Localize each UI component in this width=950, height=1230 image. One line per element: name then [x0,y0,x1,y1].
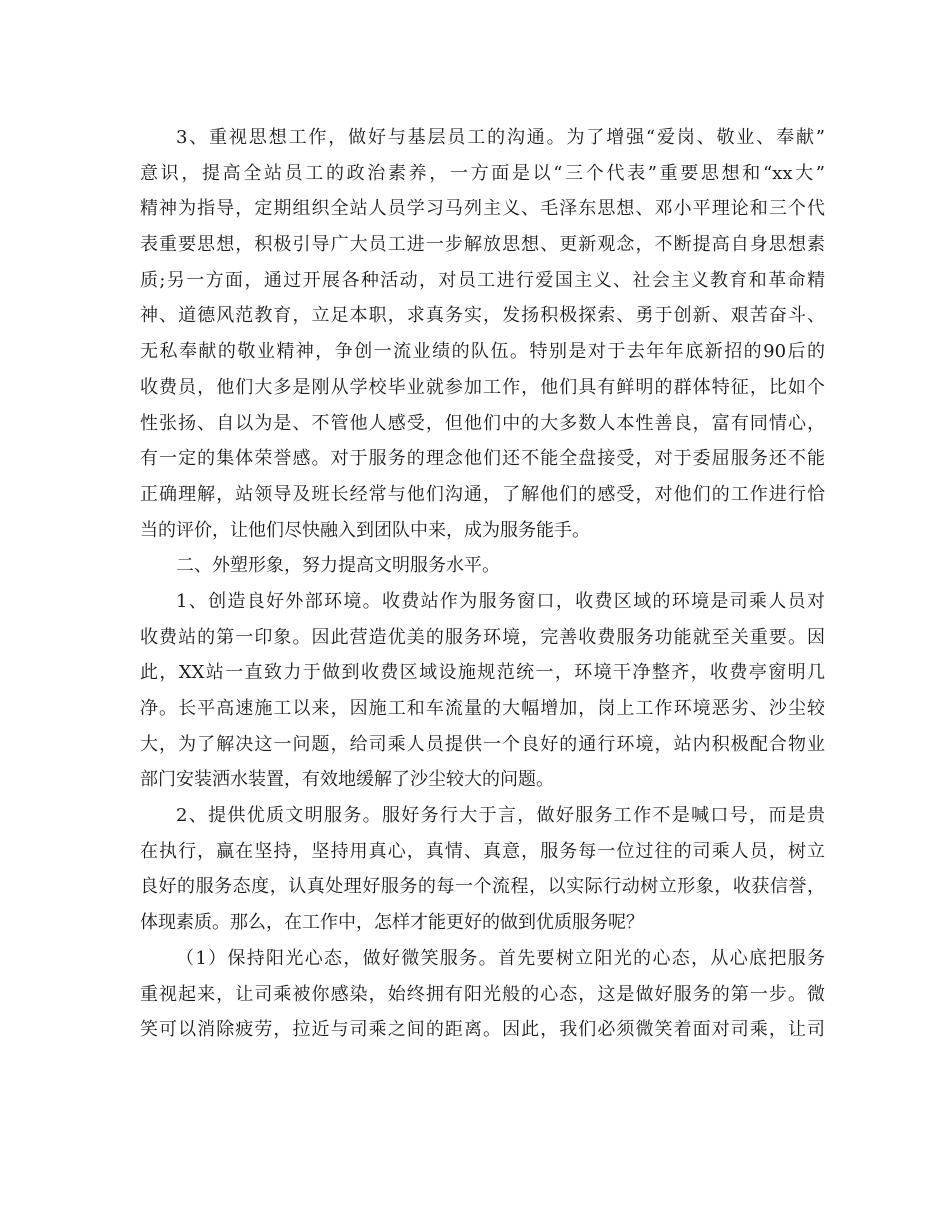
text-line: 大，为了解决这一问题，给司乘人员提供一个良好的通行环境，站内积极配合物业 [140,733,825,755]
text-line: 笑可以消除疲劳，拉近与司乘之间的距离。因此，我们必须微笑着面对司乘，让司 [140,1019,825,1041]
text-line: 良好的服务态度，认真处理好服务的每一个流程，以实际行动树立形象，收获信誉， [140,876,825,898]
text-line: 体现素质。那么，在工作中，怎样才能更好的做到优质服务呢？ [140,912,644,934]
text-line: 重视起来，让司乘被你感染，始终拥有阳光般的心态，这是做好服务的第一步。微 [140,983,825,1005]
text-line: 二、外塑形象，努力提高文明服务水平。 [176,555,500,577]
text-line: （1）保持阳光心态，做好微笑服务。首先要树立阳光的心态，从心底把服务 [176,947,825,969]
text-line: 精神为指导，定期组织全站人员学习马列主义、毛泽东思想、邓小平理论和三个代 [140,198,825,220]
text-line: 质;另一方面，通过开展各种活动，对员工进行爱国主义、社会主义教育和革命精 [140,269,825,291]
text-line: 部门安装洒水装置，有效地缓解了沙尘较大的问题。 [140,769,554,791]
text-line: 此，XX站一直致力于做到收费区域设施规范统一，环境干净整齐，收费亭窗明几 [140,662,825,684]
text-line: 收费站的第一印象。因此营造优美的服务环境，完善收费服务功能就至关重要。因 [140,626,825,648]
text-line: 收费员，他们大多是刚从学校毕业就参加工作，他们具有鲜明的群体特征，比如个 [140,376,825,398]
text-line: 表重要思想，积极引导广大员工进一步解放思想、更新观念，不断提高自身思想素 [140,234,825,256]
document-body [140,120,825,1048]
text-line: 2、提供优质文明服务。服好务行大于言，做好服务工作不是喊口号，而是贵 [176,805,825,827]
text-line: 在执行，赢在坚持，坚持用真心，真情、真意，服务每一位过往的司乘人员，树立 [140,840,825,862]
text-line: 意识，提高全站员工的政治素养，一方面是以“三个代表”重要思想和“xx大” [140,162,825,184]
text-line: 1、创造良好外部环境。收费站作为服务窗口，收费区域的环境是司乘人员对 [176,590,825,612]
text-line: 正确理解，站领导及班长经常与他们沟通，了解他们的感受，对他们的工作进行恰 [140,483,825,505]
text-line: 无私奉献的敬业精神，争创一流业绩的队伍。特别是对于去年年底新招的90后的 [140,341,825,363]
text-line: 神、道德风范教育，立足本职，求真务实，发扬积极探索、勇于创新、艰苦奋斗、 [140,305,825,327]
text-line: 当的评价，让他们尽快融入到团队中来，成为服务能手。 [140,519,590,541]
text-line: 3、重视思想工作，做好与基层员工的沟通。为了增强“爱岗、敬业、奉献” [176,127,825,148]
text-line: 净。长平高速施工以来，因施工和车流量的大幅增加，岗上工作环境恶劣、沙尘较 [140,698,825,719]
text-line: 性张扬、自以为是、不管他人感受，但他们中的大多数人本性善良，富有同情心， [140,412,825,434]
text-line: 有一定的集体荣誉感。对于服务的理念他们还不能全盘接受，对于委屈服务还不能 [140,448,825,470]
